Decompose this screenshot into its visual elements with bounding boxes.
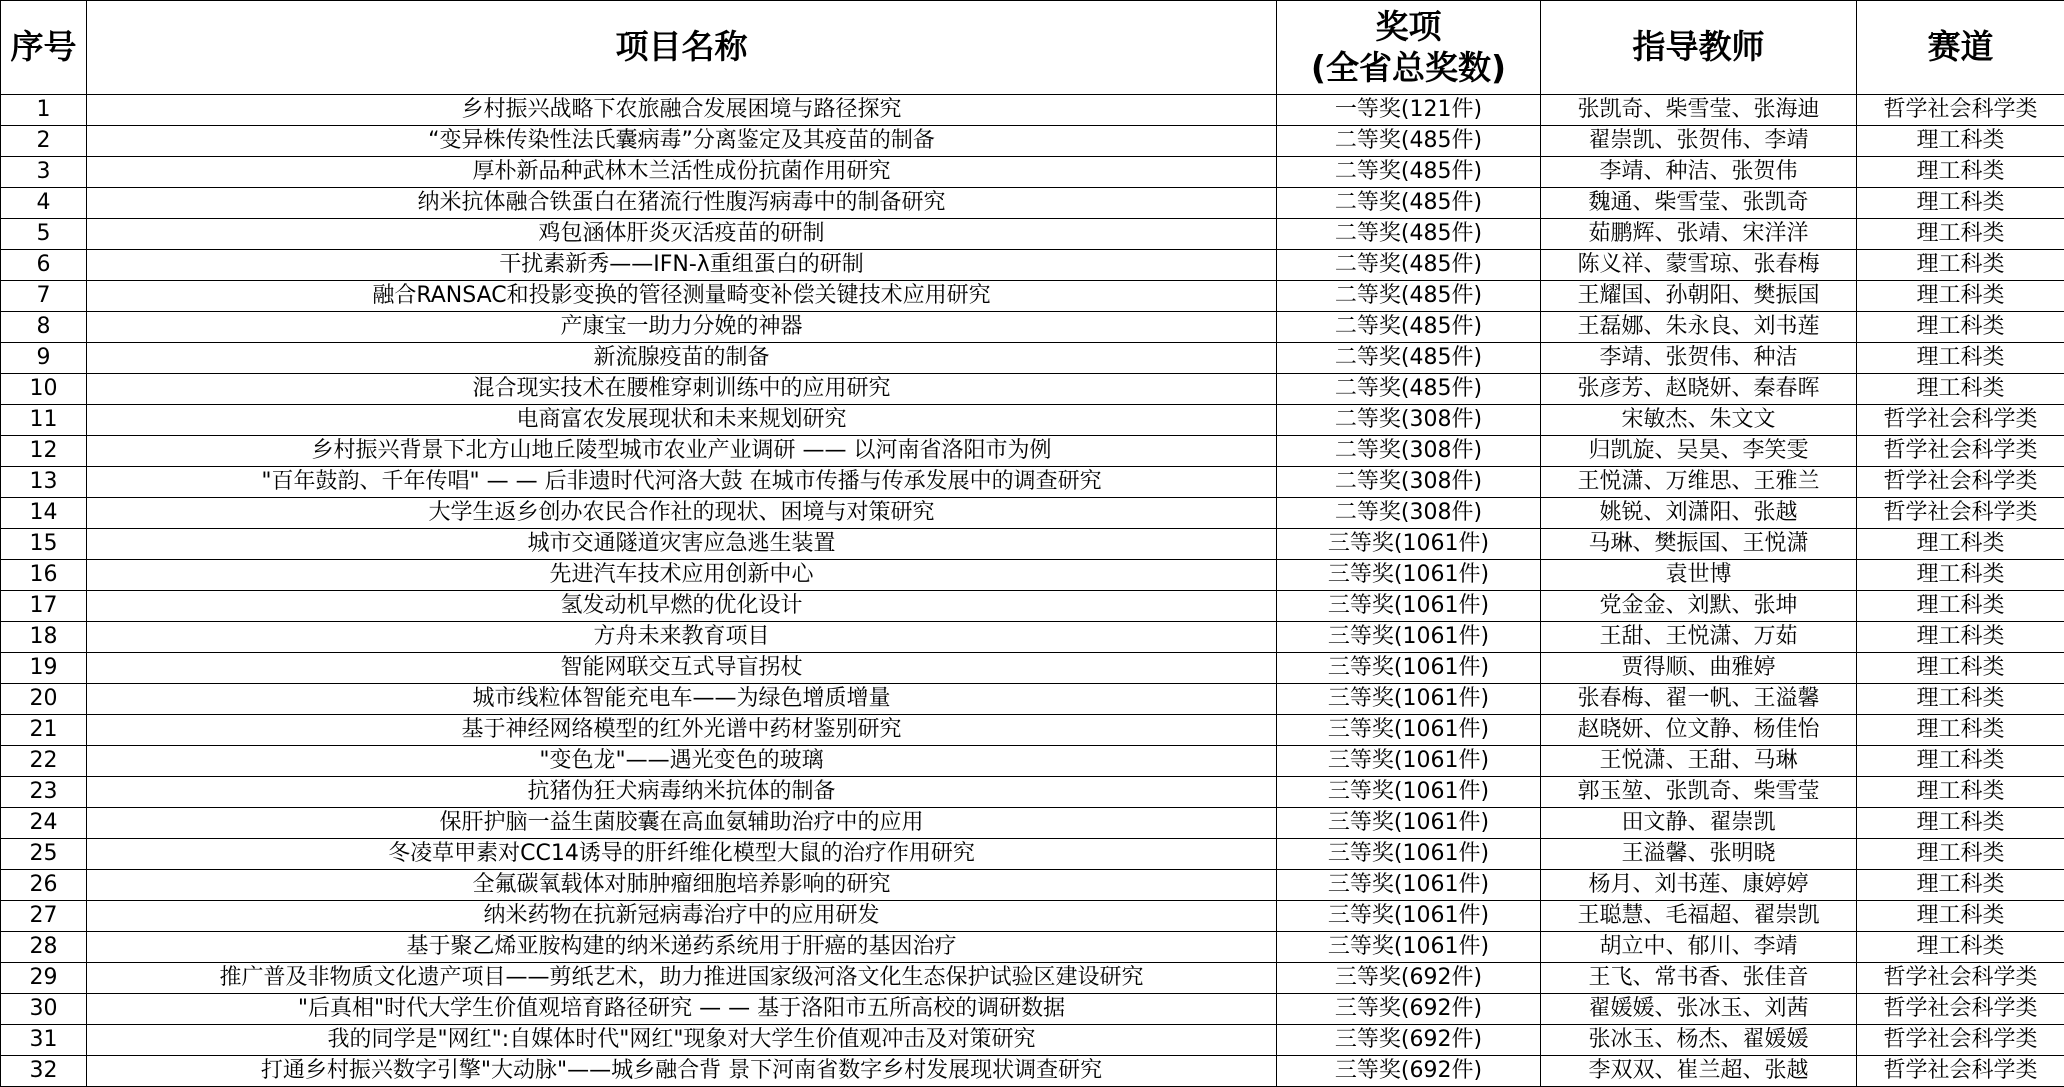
- header-award: [1277, 1, 1541, 95]
- cell-no: 28: [1, 932, 87, 963]
- cell-no: 19: [1, 653, 87, 684]
- cell-no: 20: [1, 684, 87, 715]
- cell-project-name: "后真相"时代大学生价值观培育路径研究 — — 基于洛阳市五所高校的调研数据: [87, 994, 1277, 1025]
- header-teacher: 指导教师: [1541, 1, 1857, 95]
- cell-teacher: 王飞、常书香、张佳音: [1541, 963, 1857, 994]
- cell-no: 2: [1, 126, 87, 157]
- cell-project-name: 城市线粒体智能充电车——为绿色增质增量: [87, 684, 1277, 715]
- cell-teacher: 李靖、张贺伟、种洁: [1541, 343, 1857, 374]
- cell-project-name: 先进汽车技术应用创新中心: [87, 560, 1277, 591]
- cell-project-name: “变异株传染性法氏囊病毒”分离鉴定及其疫苗的制备: [87, 126, 1277, 157]
- cell-award: 二等奖(485件): [1277, 343, 1541, 374]
- cell-award: 二等奖(485件): [1277, 374, 1541, 405]
- cell-project-name: 干扰素新秀——IFN-λ重组蛋白的研制: [87, 250, 1277, 281]
- cell-project-name: 新流腺疫苗的制备: [87, 343, 1277, 374]
- cell-no: 14: [1, 498, 87, 529]
- header-row: [1, 1, 2064, 95]
- table-row: [1, 157, 2064, 188]
- table-row: [1, 312, 2064, 343]
- cell-track: 哲学社会科学类: [1857, 405, 2064, 436]
- cell-project-name: 融合RANSAC和投影变换的管径测量畸变补偿关键技术应用研究: [87, 281, 1277, 312]
- cell-teacher: 魏通、柴雪莹、张凯奇: [1541, 188, 1857, 219]
- cell-track: 哲学社会科学类: [1857, 95, 2064, 126]
- cell-teacher: 王悦潇、万维思、王雅兰: [1541, 467, 1857, 498]
- cell-track: 理工科类: [1857, 560, 2064, 591]
- cell-project-name: "百年鼓韵、千年传唱" — — 后非遗时代河洛大鼓 在城市传播与传承发展中的调查研究: [87, 467, 1277, 498]
- cell-project-name: 鸡包涵体肝炎灭活疫苗的研制: [87, 219, 1277, 250]
- cell-award: 三等奖(1061件): [1277, 746, 1541, 777]
- cell-teacher: 袁世博: [1541, 560, 1857, 591]
- cell-award: 三等奖(1061件): [1277, 529, 1541, 560]
- cell-teacher: 赵晓妍、位文静、杨佳怡: [1541, 715, 1857, 746]
- cell-award: 二等奖(485件): [1277, 312, 1541, 343]
- cell-track: 理工科类: [1857, 591, 2064, 622]
- cell-project-name: 大学生返乡创办农民合作社的现状、困境与对策研究: [87, 498, 1277, 529]
- table-row: [1, 126, 2064, 157]
- table-row: [1, 715, 2064, 746]
- cell-teacher: 李双双、崔兰超、张越: [1541, 1056, 1857, 1087]
- cell-track: 哲学社会科学类: [1857, 498, 2064, 529]
- cell-track: 理工科类: [1857, 901, 2064, 932]
- cell-project-name: 城市交通隧道灾害应急逃生装置: [87, 529, 1277, 560]
- cell-track: 理工科类: [1857, 746, 2064, 777]
- cell-teacher: 田文静、翟崇凯: [1541, 808, 1857, 839]
- cell-award: 二等奖(308件): [1277, 498, 1541, 529]
- table-row: [1, 777, 2064, 808]
- cell-project-name: 混合现实技术在腰椎穿刺训练中的应用研究: [87, 374, 1277, 405]
- cell-award: 二等奖(485件): [1277, 188, 1541, 219]
- table-row: [1, 1056, 2064, 1087]
- cell-project-name: 厚朴新品种武林木兰活性成份抗菌作用研究: [87, 157, 1277, 188]
- cell-no: 10: [1, 374, 87, 405]
- table-row: [1, 281, 2064, 312]
- cell-award: 三等奖(692件): [1277, 1056, 1541, 1087]
- cell-no: 1: [1, 95, 87, 126]
- table-row: [1, 963, 2064, 994]
- cell-track: 理工科类: [1857, 715, 2064, 746]
- cell-project-name: 纳米药物在抗新冠病毒治疗中的应用研发: [87, 901, 1277, 932]
- cell-award: 三等奖(1061件): [1277, 932, 1541, 963]
- cell-award: 三等奖(1061件): [1277, 560, 1541, 591]
- cell-award: 三等奖(1061件): [1277, 870, 1541, 901]
- cell-track: 理工科类: [1857, 250, 2064, 281]
- cell-no: 18: [1, 622, 87, 653]
- cell-track: 理工科类: [1857, 126, 2064, 157]
- cell-teacher: 归凯旋、吴昊、李笑雯: [1541, 436, 1857, 467]
- cell-no: 13: [1, 467, 87, 498]
- cell-teacher: 姚锐、刘潇阳、张越: [1541, 498, 1857, 529]
- cell-teacher: 郭玉堃、张凯奇、柴雪莹: [1541, 777, 1857, 808]
- table-row: [1, 467, 2064, 498]
- cell-track: 理工科类: [1857, 622, 2064, 653]
- cell-award: 二等奖(485件): [1277, 281, 1541, 312]
- cell-track: 哲学社会科学类: [1857, 1025, 2064, 1056]
- cell-no: 23: [1, 777, 87, 808]
- cell-award: 三等奖(1061件): [1277, 715, 1541, 746]
- cell-no: 5: [1, 219, 87, 250]
- cell-track: 哲学社会科学类: [1857, 467, 2064, 498]
- cell-teacher: 张凯奇、柴雪莹、张海迪: [1541, 95, 1857, 126]
- header-award-line2: (全省总奖数): [1310, 47, 1507, 87]
- cell-project-name: 乡村振兴战略下农旅融合发展困境与路径探究: [87, 95, 1277, 126]
- cell-no: 24: [1, 808, 87, 839]
- cell-track: 理工科类: [1857, 343, 2064, 374]
- cell-project-name: 基于神经网络模型的红外光谱中药材鉴别研究: [87, 715, 1277, 746]
- cell-project-name: 推广普及非物质文化遗产项目——剪纸艺术，助力推进国家级河洛文化生态保护试验区建设研究: [87, 963, 1277, 994]
- cell-teacher: 王溢馨、张明晓: [1541, 839, 1857, 870]
- cell-award: 三等奖(1061件): [1277, 622, 1541, 653]
- cell-project-name: 打通乡村振兴数字引擎"大动脉"——城乡融合背 景下河南省数字乡村发展现状调查研究: [87, 1056, 1277, 1087]
- cell-teacher: 胡立中、郁川、李靖: [1541, 932, 1857, 963]
- table-body: [1, 95, 2064, 1087]
- table-row: [1, 560, 2064, 591]
- cell-award: 三等奖(1061件): [1277, 839, 1541, 870]
- cell-project-name: 抗猪伪狂犬病毒纳米抗体的制备: [87, 777, 1277, 808]
- table-row: [1, 95, 2064, 126]
- cell-no: 25: [1, 839, 87, 870]
- cell-teacher: 王耀国、孙朝阳、樊振国: [1541, 281, 1857, 312]
- table-row: [1, 343, 2064, 374]
- cell-teacher: 杨月、刘书莲、康婷婷: [1541, 870, 1857, 901]
- cell-teacher: 张冰玉、杨杰、翟媛媛: [1541, 1025, 1857, 1056]
- table-header: [1, 1, 2064, 95]
- cell-award: 二等奖(308件): [1277, 405, 1541, 436]
- cell-no: 29: [1, 963, 87, 994]
- cell-award: 三等奖(1061件): [1277, 653, 1541, 684]
- cell-teacher: 陈义祥、蒙雪琼、张春梅: [1541, 250, 1857, 281]
- cell-teacher: 宋敏杰、朱文文: [1541, 405, 1857, 436]
- cell-teacher: 翟媛媛、张冰玉、刘茜: [1541, 994, 1857, 1025]
- cell-award: 三等奖(1061件): [1277, 808, 1541, 839]
- cell-award: 三等奖(1061件): [1277, 901, 1541, 932]
- cell-track: 哲学社会科学类: [1857, 436, 2064, 467]
- cell-track: 理工科类: [1857, 653, 2064, 684]
- cell-project-name: 智能网联交互式导盲拐杖: [87, 653, 1277, 684]
- cell-no: 9: [1, 343, 87, 374]
- cell-track: 理工科类: [1857, 839, 2064, 870]
- cell-project-name: 氢发动机早燃的优化设计: [87, 591, 1277, 622]
- cell-track: 理工科类: [1857, 529, 2064, 560]
- cell-award: 一等奖(121件): [1277, 95, 1541, 126]
- cell-award: 三等奖(692件): [1277, 963, 1541, 994]
- table-row: [1, 684, 2064, 715]
- cell-teacher: 贾得顺、曲雅婷: [1541, 653, 1857, 684]
- cell-no: 16: [1, 560, 87, 591]
- table-row: [1, 839, 2064, 870]
- cell-award: 三等奖(1061件): [1277, 684, 1541, 715]
- cell-teacher: 王磊娜、朱永良、刘书莲: [1541, 312, 1857, 343]
- cell-project-name: 冬凌草甲素对CC14诱导的肝纤维化模型大鼠的治疗作用研究: [87, 839, 1277, 870]
- cell-award: 三等奖(1061件): [1277, 777, 1541, 808]
- table-row: [1, 870, 2064, 901]
- table-row: [1, 994, 2064, 1025]
- cell-project-name: 产康宝一助力分娩的神器: [87, 312, 1277, 343]
- cell-teacher: 王聪慧、毛福超、翟崇凯: [1541, 901, 1857, 932]
- table-row: [1, 653, 2064, 684]
- cell-teacher: 张彦芳、赵晓妍、秦春晖: [1541, 374, 1857, 405]
- table-row: [1, 746, 2064, 777]
- cell-no: 3: [1, 157, 87, 188]
- cell-track: 理工科类: [1857, 281, 2064, 312]
- cell-no: 12: [1, 436, 87, 467]
- cell-no: 6: [1, 250, 87, 281]
- table-row: [1, 374, 2064, 405]
- cell-award: 二等奖(485件): [1277, 126, 1541, 157]
- cell-no: 4: [1, 188, 87, 219]
- cell-track: 理工科类: [1857, 808, 2064, 839]
- cell-award: 三等奖(1061件): [1277, 591, 1541, 622]
- cell-award: 二等奖(308件): [1277, 436, 1541, 467]
- table-row: [1, 901, 2064, 932]
- table-row: [1, 405, 2064, 436]
- cell-no: 17: [1, 591, 87, 622]
- cell-no: 31: [1, 1025, 87, 1056]
- cell-project-name: 基于聚乙烯亚胺构建的纳米递药系统用于肝癌的基因治疗: [87, 932, 1277, 963]
- cell-award: 三等奖(692件): [1277, 1025, 1541, 1056]
- cell-track: 哲学社会科学类: [1857, 963, 2064, 994]
- header-no: 序号: [1, 1, 87, 95]
- table-row: [1, 529, 2064, 560]
- table-row: [1, 622, 2064, 653]
- table-row: [1, 498, 2064, 529]
- cell-track: 哲学社会科学类: [1857, 1056, 2064, 1087]
- cell-track: 理工科类: [1857, 932, 2064, 963]
- table-row: [1, 436, 2064, 467]
- table-row: [1, 932, 2064, 963]
- cell-no: 32: [1, 1056, 87, 1087]
- cell-teacher: 翟崇凯、张贺伟、李靖: [1541, 126, 1857, 157]
- cell-track: 哲学社会科学类: [1857, 994, 2064, 1025]
- cell-teacher: 马琳、樊振国、王悦潇: [1541, 529, 1857, 560]
- cell-teacher: 李靖、种洁、张贺伟: [1541, 157, 1857, 188]
- cell-teacher: 王悦潇、王甜、马琳: [1541, 746, 1857, 777]
- cell-no: 21: [1, 715, 87, 746]
- table-row: [1, 808, 2064, 839]
- cell-project-name: 全氟碳氧载体对肺肿瘤细胞培养影响的研究: [87, 870, 1277, 901]
- cell-track: 理工科类: [1857, 684, 2064, 715]
- cell-no: 27: [1, 901, 87, 932]
- cell-track: 理工科类: [1857, 312, 2064, 343]
- table-row: [1, 1025, 2064, 1056]
- cell-project-name: 乡村振兴背景下北方山地丘陵型城市农业产业调研 —— 以河南省洛阳市为例: [87, 436, 1277, 467]
- cell-track: 理工科类: [1857, 374, 2064, 405]
- table-row: [1, 591, 2064, 622]
- cell-track: 理工科类: [1857, 777, 2064, 808]
- cell-teacher: 王甜、王悦潇、万茹: [1541, 622, 1857, 653]
- header-award-line1: 奖项: [1375, 7, 1442, 47]
- cell-award: 二等奖(485件): [1277, 250, 1541, 281]
- cell-award: 二等奖(308件): [1277, 467, 1541, 498]
- cell-no: 15: [1, 529, 87, 560]
- cell-track: 理工科类: [1857, 870, 2064, 901]
- cell-no: 30: [1, 994, 87, 1025]
- cell-project-name: 我的同学是"网红":自媒体时代"网红"现象对大学生价值观冲击及对策研究: [87, 1025, 1277, 1056]
- cell-project-name: "变色龙"——遇光变色的玻璃: [87, 746, 1277, 777]
- table-row: [1, 188, 2064, 219]
- cell-teacher: 党金金、刘默、张坤: [1541, 591, 1857, 622]
- cell-project-name: 纳米抗体融合铁蛋白在猪流行性腹泻病毒中的制备研究: [87, 188, 1277, 219]
- cell-project-name: 电商富农发展现状和未来规划研究: [87, 405, 1277, 436]
- cell-track: 理工科类: [1857, 157, 2064, 188]
- cell-award: 二等奖(485件): [1277, 219, 1541, 250]
- cell-award: 三等奖(692件): [1277, 994, 1541, 1025]
- table-row: [1, 219, 2064, 250]
- cell-no: 11: [1, 405, 87, 436]
- cell-no: 22: [1, 746, 87, 777]
- header-project-name: 项目名称: [87, 1, 1277, 95]
- cell-no: 7: [1, 281, 87, 312]
- cell-no: 8: [1, 312, 87, 343]
- table-row: [1, 250, 2064, 281]
- cell-project-name: 方舟未来教育项目: [87, 622, 1277, 653]
- header-track: 赛道: [1857, 1, 2064, 95]
- cell-track: 理工科类: [1857, 219, 2064, 250]
- cell-no: 26: [1, 870, 87, 901]
- cell-award: 二等奖(485件): [1277, 157, 1541, 188]
- cell-track: 理工科类: [1857, 188, 2064, 219]
- cell-teacher: 茹鹏辉、张靖、宋洋洋: [1541, 219, 1857, 250]
- cell-teacher: 张春梅、翟一帆、王溢馨: [1541, 684, 1857, 715]
- cell-project-name: 保肝护脑一益生菌胶囊在高血氨辅助治疗中的应用: [87, 808, 1277, 839]
